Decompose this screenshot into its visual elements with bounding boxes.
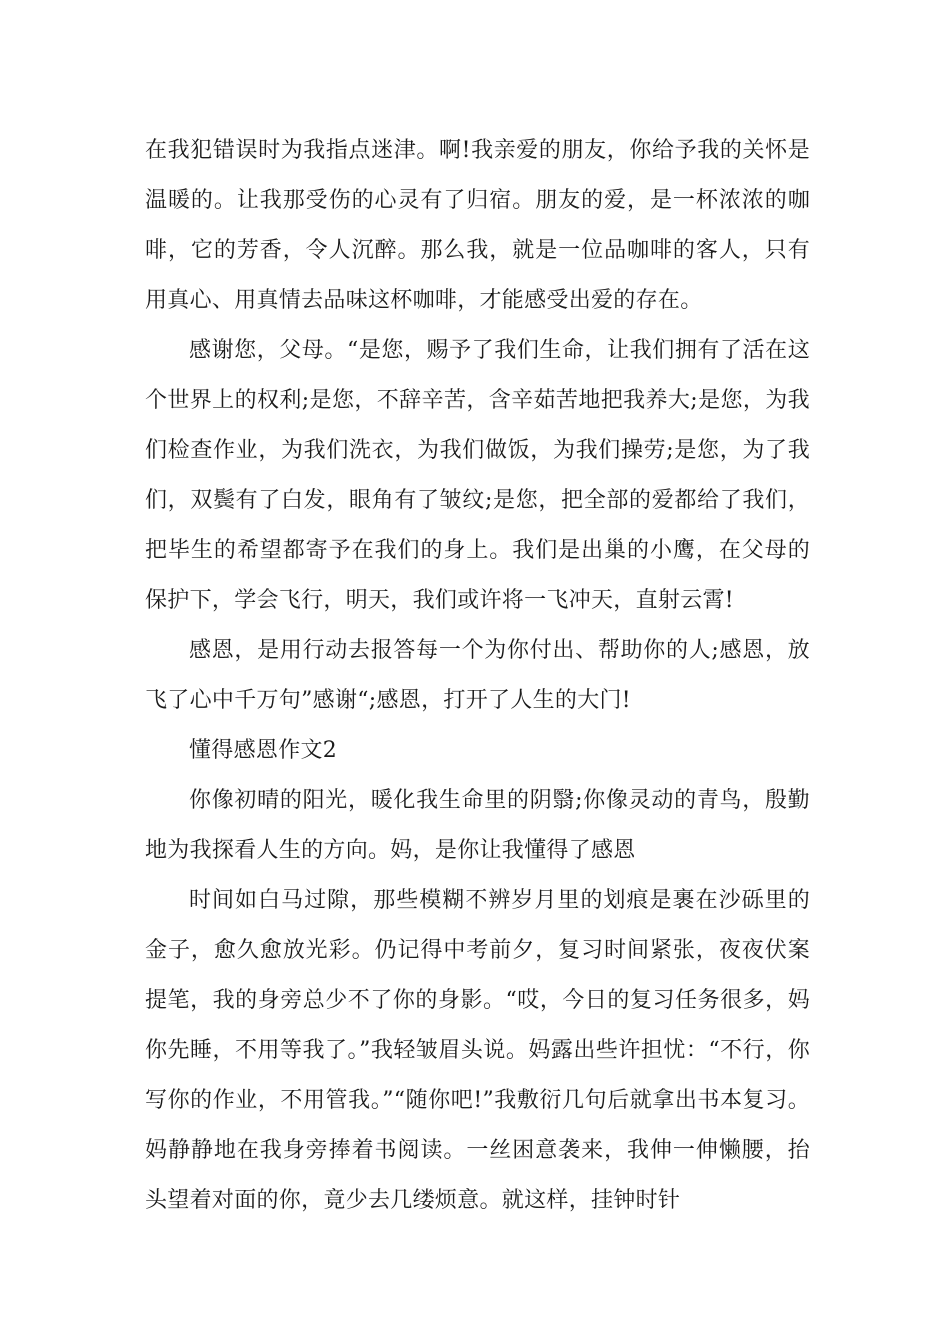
- document-body: [145, 126, 810, 1226]
- paragraph-friendship: 在我犯错误时为我指点迷津。啊!我亲爱的朋友，你给予我的关怀是温暖的。让我那受伤的心灵有了归宿。朋友的爱，是一杯浓浓的咖啡，它的芳香，令人沉醉。那么我，就是一位品咖啡的客人，只有用真心、用真情去品味这杯咖啡，才能感受出爱的存在。: [145, 138, 810, 313]
- section-heading: 懂得感恩作文2: [189, 738, 338, 763]
- paragraph-mother-intro: 你像初晴的阳光，暖化我生命里的阴翳;你像灵动的青鸟，殷勤地为我探看人生的方向。妈，是你让我懂得了感恩: [145, 788, 810, 863]
- paragraph-parents: 感谢您，父母。“是您，赐予了我们生命，让我们拥有了活在这个世界上的权利;是您，不辞辛苦，含辛茹苦地把我养大;是您，为我们检查作业，为我们洗衣，为我们做饭，为我们操劳;是您，为了我们，双鬓有了白发，眼角有了皱纹;是您，把全部的爱都给了我们，把毕生的希望都寄予在我们的身上。我们是出巢的小鹰，在父母的保护下，学会飞行，明天，我们或许将一飞冲天，直射云霄!: [145, 338, 810, 613]
- paragraph-gratitude: 感恩，是用行动去报答每一个为你付出、帮助你的人;感恩，放飞了心中千万句”感谢“;感恩，打开了人生的大门!: [145, 638, 810, 713]
- paragraph-mother-memory: 时间如白马过隙，那些模糊不辨岁月里的划痕是裹在沙砾里的金子，愈久愈放光彩。仍记得中考前夕，复习时间紧张，夜夜伏案提笔，我的身旁总少不了你的身影。“哎，今日的复习任务很多，妈你先睡，不用等我了。”我轻皱眉头说。妈露出些许担忧：“不行，你写你的作业，不用管我。”“随你吧!”我敷衍几句后就拿出书本复习。妈静静地在我身旁捧着书阅读。一丝困意袭来，我伸一伸懒腰，抬头望着对面的你，竟少去几缕烦意。就这样，挂钟时针: [145, 888, 810, 1213]
